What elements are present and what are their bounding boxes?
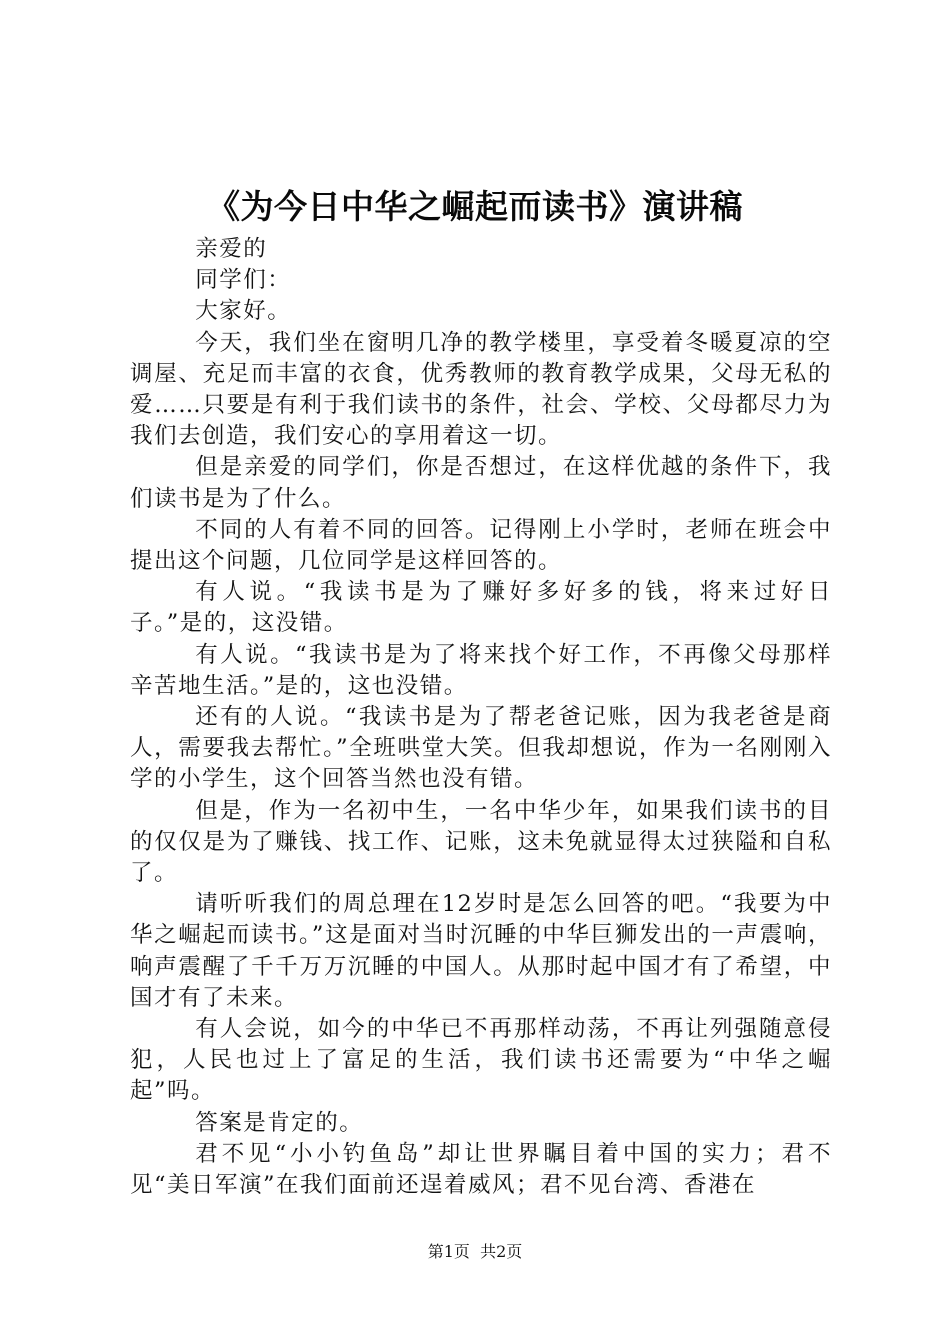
paragraph: 但是，作为一名初中生，一名中华少年，如果我们读书的目的仅仅是为了赚钱、找工作、记账，这未免就显得太过狭隘和自私了。 [130,797,832,887]
paragraph: 今天，我们坐在窗明几净的教学楼里，享受着冬暖夏凉的空调屋、充足而丰富的衣食，优秀教师的教育教学成果，父母无私的爱……只要是有利于我们读书的条件，社会、学校、父母都尽力为我们去创造，我们安心的享用着这一切。 [130,329,832,450]
footer-separator [470,1242,480,1261]
page-footer [0,1242,950,1262]
document-title: 《为今日中华之崛起而读书》演讲稿 [207,187,743,226]
paragraph: 大家好。 [195,298,292,325]
paragraph: 但是亲爱的同学们，你是否想过，在这样优越的条件下，我们读书是为了什么。 [130,454,832,512]
paragraph: 请听听我们的周总理在12岁时是怎么回答的吧。“我要为中华之崛起而读书。”这是面对当时沉睡的中华巨狮发出的一声震响，响声震醒了千千万万沉睡的中国人。从那时起中国才有了希望，中国才有了未来。 [130,891,832,1011]
paragraph: 同学们： [195,267,292,294]
page-number: 第1页 [427,1242,470,1261]
paragraph: 还有的人说。“我读书是为了帮老爸记账，因为我老爸是商人，需要我去帮忙。”全班哄堂大笑。但我却想说，作为一名刚刚入学的小学生，这个回答当然也没有错。 [130,704,832,793]
paragraph: 有人说。“我读书是为了赚好多好多的钱，将来过好日子。”是的，这没错。 [130,579,832,637]
document-body [130,234,832,1201]
paragraph: 答案是肯定的。 [195,1109,364,1136]
total-pages: 共2页 [480,1242,523,1261]
paragraph: 有人会说，如今的中华已不再那样动荡，不再让列强随意侵犯，人民也过上了富足的生活，我们读书还需要为“中华之崛起”吗。 [130,1016,832,1105]
paragraph: 不同的人有着不同的回答。记得刚上小学时，老师在班会中提出这个问题，几位同学是这样回答的。 [130,516,832,575]
paragraph: 君不见“小小钓鱼岛”却让世界瞩目着中国的实力；君不见“美日军演”在我们面前还逞着威风；君不见台湾、香港在 [130,1140,832,1199]
paragraph: 有人说。“我读书是为了将来找个好工作，不再像父母那样辛苦地生活。”是的，这也没错。 [130,641,832,699]
paragraph: 亲爱的 [195,236,268,262]
